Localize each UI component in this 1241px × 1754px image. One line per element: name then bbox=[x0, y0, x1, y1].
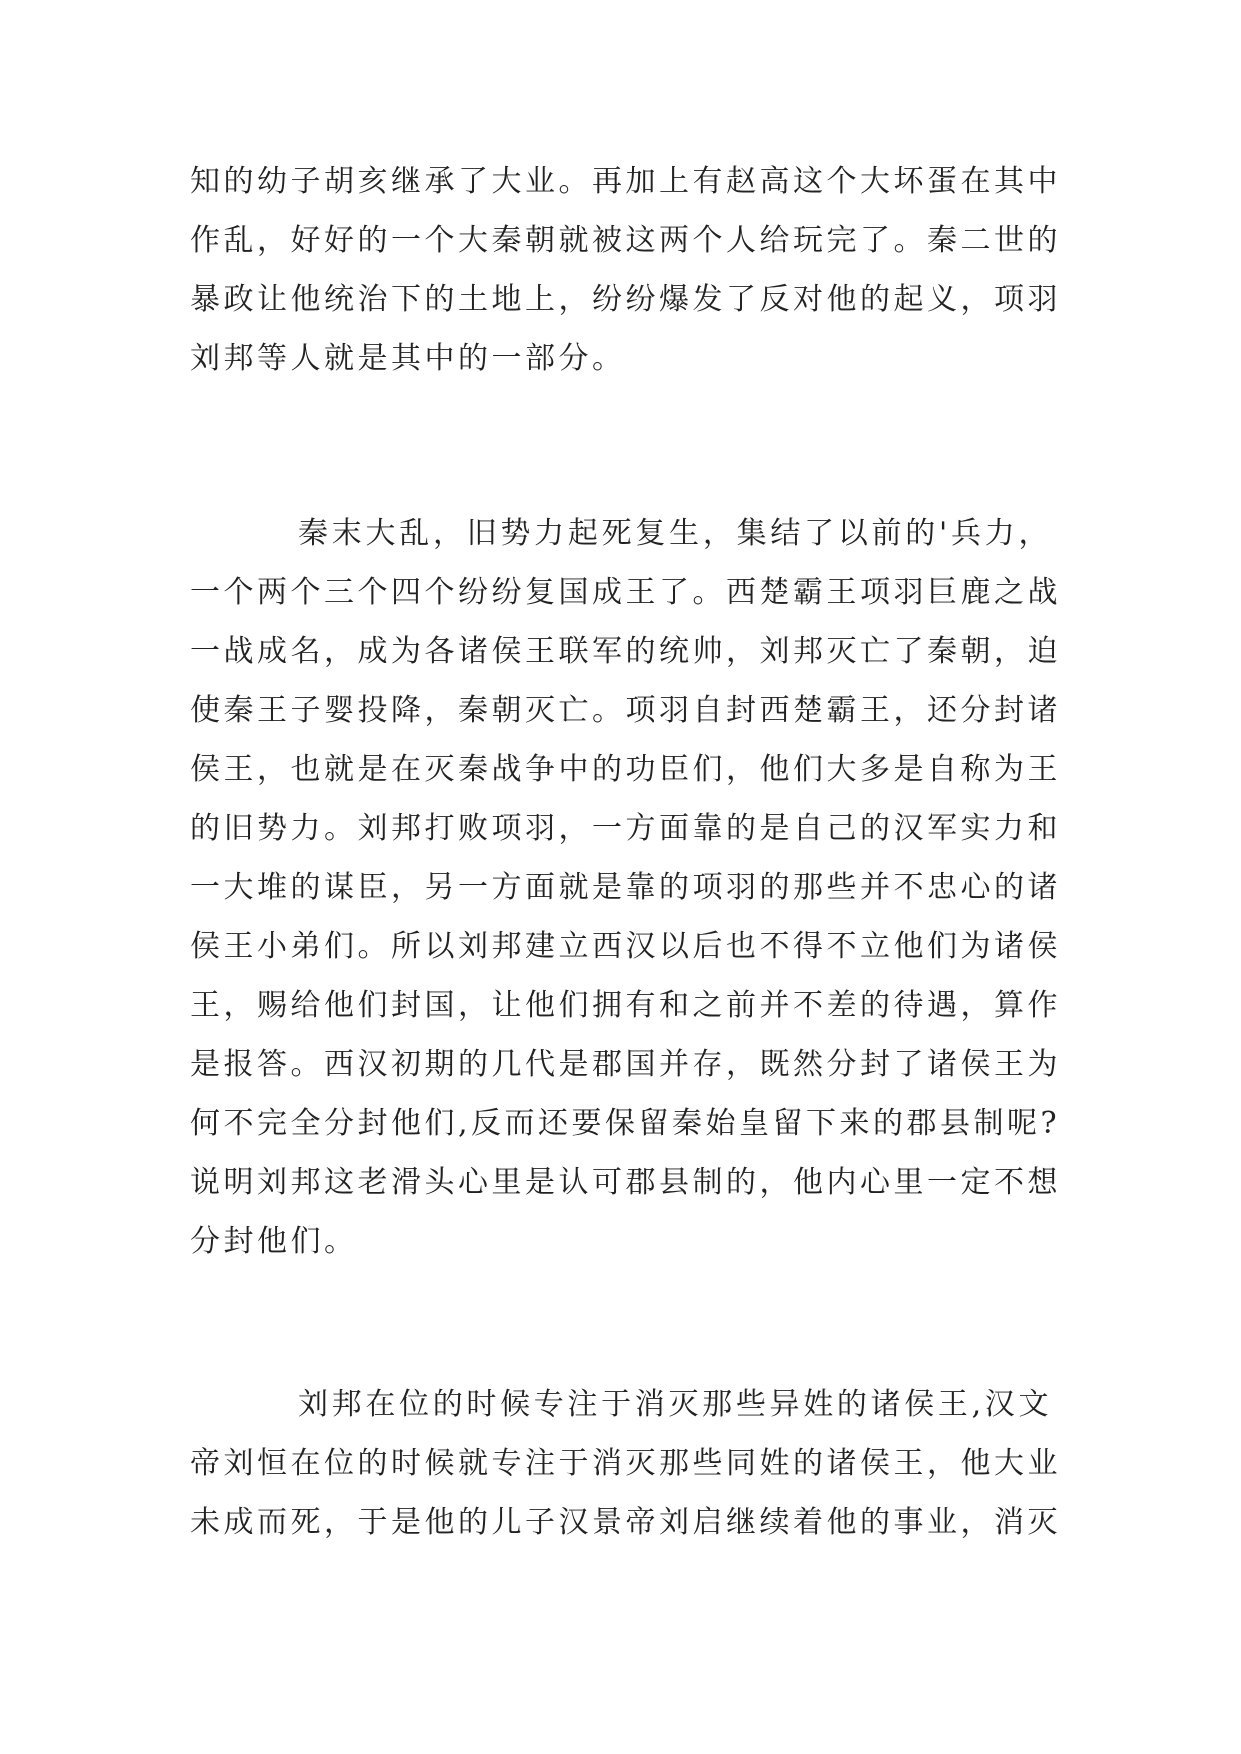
paragraph-line: 刘邦在位的时候专注于消灭那些异姓的诸侯王,汉文 bbox=[298, 1387, 1052, 1422]
paragraph-3 bbox=[190, 1375, 1061, 1552]
paragraph-line: 帝刘恒在位的时候就专注于消灭那些同姓的诸侯王，他大业 bbox=[190, 1446, 1061, 1481]
paragraph-line: 未成而死，于是他的儿子汉景帝刘启继续着他的事业，消灭 bbox=[190, 1505, 1061, 1540]
paragraph-line: 一个两个三个四个纷纷复国成王了。西楚霸王项羽巨鹿之战 bbox=[190, 575, 1061, 610]
paragraph-line: 的旧势力。刘邦打败项羽，一方面靠的是自己的汉军实力和 bbox=[190, 811, 1061, 846]
paragraph-line: 一战成名，成为各诸侯王联军的统帅，刘邦灭亡了秦朝，迫 bbox=[190, 634, 1061, 669]
paragraph-line: 秦末大乱，旧势力起死复生，集结了以前的'兵力， bbox=[298, 516, 1052, 551]
paragraph-line: 是报答。西汉初期的几代是郡国并存，既然分封了诸侯王为 bbox=[190, 1047, 1061, 1082]
paragraph-line: 暴政让他统治下的土地上，纷纷爆发了反对他的起义，项羽 bbox=[190, 282, 1061, 317]
paragraph-line: 一大堆的谋臣，另一方面就是靠的项羽的那些并不忠心的诸 bbox=[190, 870, 1061, 905]
paragraph-line: 作乱，好好的一个大秦朝就被这两个人给玩完了。秦二世的 bbox=[190, 223, 1061, 258]
paragraph-line: 刘邦等人就是其中的一部分。 bbox=[190, 341, 626, 376]
paragraph-line: 侯王小弟们。所以刘邦建立西汉以后也不得不立他们为诸侯 bbox=[190, 929, 1061, 964]
paragraph-2 bbox=[190, 504, 1061, 1271]
paragraph-line: 知的幼子胡亥继承了大业。再加上有赵高这个大坏蛋在其中 bbox=[190, 164, 1061, 199]
paragraph-line: 使秦王子婴投降，秦朝灭亡。项羽自封西楚霸王，还分封诸 bbox=[190, 693, 1061, 728]
paragraph-1 bbox=[190, 152, 1061, 388]
paragraph-line: 侯王，也就是在灭秦战争中的功臣们，他们大多是自称为王 bbox=[190, 752, 1061, 787]
paragraph-line: 何不完全分封他们,反而还要保留秦始皇留下来的郡县制呢? bbox=[190, 1106, 1061, 1141]
paragraph-line: 说明刘邦这老滑头心里是认可郡县制的，他内心里一定不想 bbox=[190, 1165, 1061, 1200]
paragraph-line: 分封他们。 bbox=[190, 1224, 358, 1259]
paragraph-line: 王，赐给他们封国，让他们拥有和之前并不差的待遇，算作 bbox=[190, 988, 1061, 1023]
